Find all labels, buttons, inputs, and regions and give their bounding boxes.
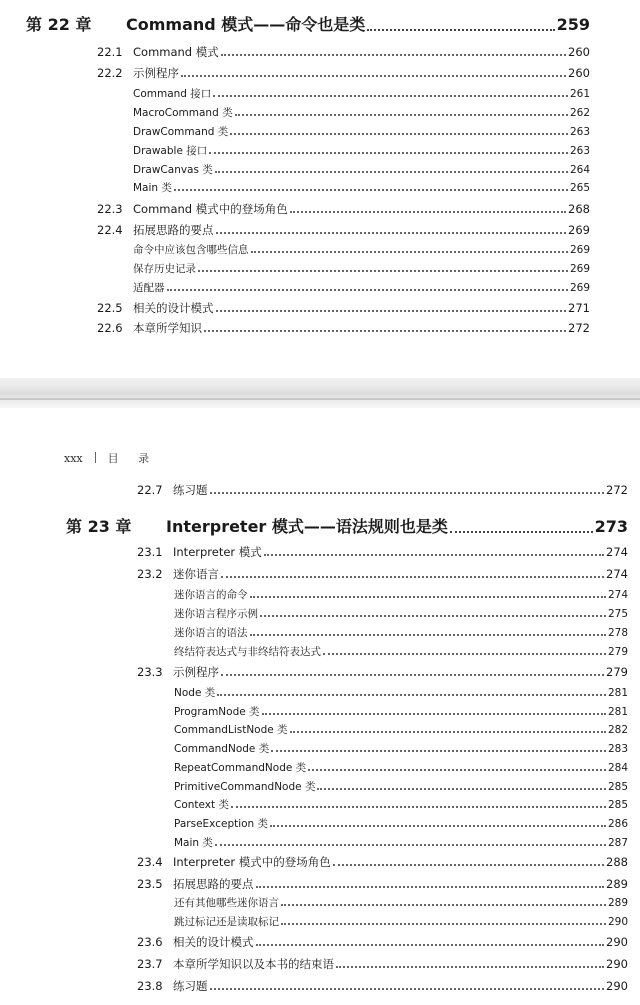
toc-section-entry[interactable] [97,201,590,217]
running-header [64,450,157,466]
toc-section-entry[interactable] [97,65,590,81]
folio: xxx [64,452,83,465]
chapter-22-heading[interactable] [26,12,590,35]
page-number: 260 [568,45,590,59]
subsection-title: ProgramNode 类 [174,706,260,718]
dot-leader [260,615,606,617]
section-title: 拓展思路的要点 [173,877,254,891]
dot-leader [167,289,568,291]
subsection-title: CommandListNode 类 [174,724,288,736]
dot-leader [221,576,604,578]
section-title: Interpreter 模式 [173,545,262,559]
chapter-title: Interpreter 模式——语法规则也是类 [166,517,448,536]
dot-leader [450,531,593,533]
dot-leader [213,95,568,97]
toc-subsection-entry[interactable] [174,722,628,737]
dot-leader [262,713,606,715]
subsection-title: CommandNode 类 [174,743,270,755]
subsection-title: ParseException 类 [174,818,269,830]
dot-leader [215,844,606,846]
page-number: 269 [569,263,590,275]
page-number: 283 [607,743,628,755]
dot-leader [216,232,567,234]
toc-subsection-entry[interactable] [174,797,628,812]
toc-section-entry[interactable] [137,978,628,994]
toc-subsection-entry[interactable] [133,261,590,276]
toc-subsection-entry[interactable] [174,816,628,831]
section-number: 22.6 [97,321,123,335]
subsection-title: 保存历史记录 [133,263,196,275]
toc-section-entry[interactable] [137,934,628,950]
page-number: 289 [607,897,628,909]
dot-leader [250,634,606,636]
dot-leader [271,750,606,752]
toc-section-entry[interactable] [137,854,628,870]
dot-leader [210,492,605,494]
toc-subsection-entry[interactable] [174,606,628,621]
section-title: Command 模式 [133,45,219,59]
subsection-title: 迷你语言的语法 [174,627,248,639]
toc-section-entry[interactable] [137,566,628,582]
page-number: 274 [606,567,628,581]
page-number: 279 [606,665,628,679]
dot-leader [264,554,604,556]
page-number: 274 [606,545,628,559]
section-title: 练习题 [173,483,208,497]
toc-subsection-entry[interactable] [174,895,628,910]
chapter-page: 259 [556,15,590,34]
toc-section-entry[interactable] [97,320,590,336]
dot-leader [336,966,604,968]
dot-leader [270,825,606,827]
subsection-title: PrimitiveCommandNode 类 [174,781,316,793]
dot-leader [221,674,604,676]
page-number: 275 [607,608,628,620]
chapter-number: 第 23 章 [66,517,132,536]
dot-leader [290,731,606,733]
subsection-title: Main 类 [174,837,213,849]
toc-section-entry[interactable] [137,956,628,972]
page-gap [0,378,640,408]
toc-subsection-entry[interactable] [174,741,628,756]
page-number: 288 [606,855,628,869]
page-number: 271 [568,301,590,315]
section-title: 迷你语言 [173,567,219,581]
chapter-number: 第 22 章 [26,15,92,34]
page-number: 274 [607,589,628,601]
toc-subsection-entry[interactable] [133,105,590,120]
section-title: Command 模式中的登场角色 [133,202,288,216]
section-number: 23.6 [137,935,163,949]
section-number: 23.4 [137,855,163,869]
page-number: 264 [569,164,590,176]
section-number: 23.2 [137,567,163,581]
page-number: 290 [606,979,628,993]
section-number: 23.5 [137,877,163,891]
toc-subsection-entry[interactable] [133,242,590,257]
dot-leader [333,864,604,866]
section-title: 拓展思路的要点 [133,223,214,237]
toc-subsection-entry[interactable] [133,86,590,101]
page-number: 272 [606,483,628,497]
page-number: 279 [607,646,628,658]
page-number: 286 [607,818,628,830]
section-number: 22.5 [97,301,123,315]
page-number: 268 [568,202,590,216]
dot-leader [256,944,605,946]
dot-leader [174,189,568,191]
toc-subsection-entry[interactable] [133,280,590,295]
toc-subsection-entry[interactable] [174,779,628,794]
page-number: 282 [607,724,628,736]
toc-subsection-entry[interactable] [174,644,628,659]
page-number: 260 [568,66,590,80]
page-number: 272 [568,321,590,335]
toc-subsection-entry[interactable] [133,180,590,195]
subsection-title: 适配器 [133,282,165,294]
page-number: 284 [607,762,628,774]
section-number: 22.7 [137,483,163,497]
toc-subsection-entry[interactable] [174,835,628,850]
section-number: 22.1 [97,45,123,59]
chapter-page: 273 [594,517,628,536]
toc-subsection-entry[interactable] [133,162,590,177]
page-number: 269 [569,244,590,256]
section-title: 相关的设计模式 [133,301,214,315]
toc-section-entry[interactable] [137,482,628,498]
section-title: 相关的设计模式 [173,935,254,949]
dot-leader [210,988,605,990]
toc-section-entry[interactable] [137,544,628,560]
dot-leader [281,904,606,906]
dot-leader [323,653,606,655]
dot-leader [251,251,568,253]
page-number: 281 [607,706,628,718]
dot-leader [209,152,568,154]
header-separator [95,452,96,463]
dot-leader [308,769,606,771]
toc-section-entry[interactable] [97,44,590,60]
subsection-title: RepeatCommandNode 类 [174,762,307,774]
dot-leader [198,270,568,272]
dot-leader [281,923,606,925]
dot-leader [290,211,566,213]
toc-page-top [0,0,640,378]
subsection-title: DrawCommand 类 [133,126,229,138]
page-number: 281 [607,687,628,699]
dot-leader [317,788,606,790]
page-number: 289 [606,877,628,891]
section-number: 23.3 [137,665,163,679]
chapter-title: Command 模式——命令也是类 [126,15,366,34]
dot-leader [367,29,554,31]
section-title: 练习题 [173,979,208,993]
section-number: 23.7 [137,957,163,971]
page-number: 269 [569,282,590,294]
subsection-title: 跳过标记还是读取标记 [174,916,279,928]
page-number: 262 [569,107,590,119]
toc-section-entry[interactable] [97,300,590,316]
page-number: 285 [607,799,628,811]
page-number: 278 [607,627,628,639]
toc-subsection-entry[interactable] [133,143,590,158]
subsection-title: 命令中应该包含哪些信息 [133,244,249,256]
dot-leader [256,886,605,888]
toc-subsection-entry[interactable] [174,704,628,719]
header-title: 目 录 [107,452,158,465]
toc-subsection-entry[interactable] [174,914,628,929]
section-number: 23.1 [137,545,163,559]
dot-leader [235,114,568,116]
toc-section-entry[interactable] [137,664,628,680]
subsection-title: 还有其他哪些迷你语言 [174,897,279,909]
page-number: 263 [569,145,590,157]
subsection-title: Main 类 [133,182,172,194]
dot-leader [217,694,606,696]
subsection-title: Drawable 接口 [133,145,208,157]
page-number: 290 [607,916,628,928]
subsection-title: 终结符表达式与非终结符表达式 [174,646,321,658]
page-number: 261 [569,88,590,100]
subsection-title: Context 类 [174,799,229,811]
subsection-title: DrawCanvas 类 [133,164,213,176]
dot-leader [250,596,606,598]
subsection-title: Node 类 [174,687,216,699]
section-title: 本章所学知识 [133,321,202,335]
page-number: 263 [569,126,590,138]
toc-subsection-entry[interactable] [174,625,628,640]
section-title: Interpreter 模式中的登场角色 [173,855,331,869]
dot-leader [221,54,566,56]
page-number: 290 [606,957,628,971]
section-title: 示例程序 [173,665,219,679]
toc-section-entry[interactable] [97,222,590,238]
page-number: 290 [606,935,628,949]
chapter-23-heading[interactable] [66,514,628,537]
page-number: 287 [607,837,628,849]
page-number: 269 [568,223,590,237]
section-number: 23.8 [137,979,163,993]
section-number: 22.4 [97,223,123,237]
section-number: 22.2 [97,66,123,80]
subsection-title: MacroCommand 类 [133,107,233,119]
page-number: 285 [607,781,628,793]
subsection-title: 迷你语言的命令 [174,589,248,601]
toc-section-entry[interactable] [137,876,628,892]
section-title: 示例程序 [133,66,179,80]
toc-subsection-entry[interactable] [133,124,590,139]
dot-leader [204,330,566,332]
toc-subsection-entry[interactable] [174,760,628,775]
dot-leader [181,75,566,77]
subsection-title: 迷你语言程序示例 [174,608,258,620]
dot-leader [230,133,568,135]
section-number: 22.3 [97,202,123,216]
subsection-title: Command 接口 [133,88,212,100]
toc-subsection-entry[interactable] [174,685,628,700]
dot-leader [215,171,568,173]
dot-leader [231,806,606,808]
toc-subsection-entry[interactable] [174,587,628,602]
dot-leader [216,310,567,312]
page-divider [0,398,640,400]
section-title: 本章所学知识以及本书的结束语 [173,957,334,971]
page-number: 265 [569,182,590,194]
